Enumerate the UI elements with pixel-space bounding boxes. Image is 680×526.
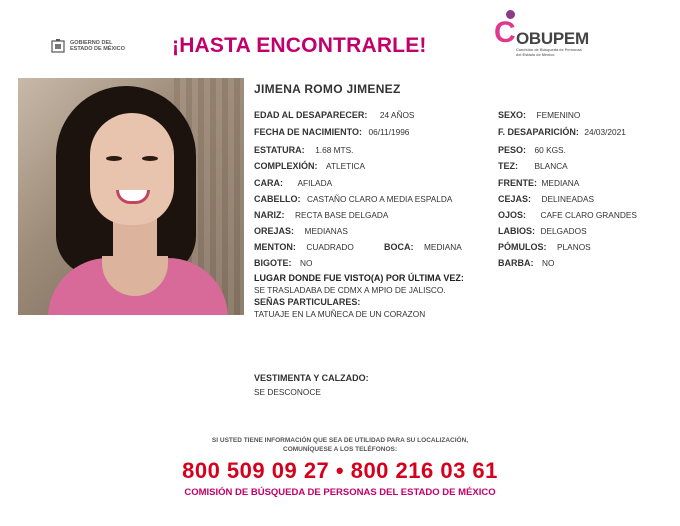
footer-note-2: COMUNÍQUESE A LOS TELÉFONOS: [283, 446, 397, 453]
lips-label: LABIOS: [498, 226, 535, 236]
chin-value: CUADRADO [306, 242, 354, 252]
skin-row [498, 161, 568, 171]
skin-label: TEZ: [498, 161, 518, 171]
phone-numbers[interactable]: 800 509 09 27 • 800 216 03 61 [182, 458, 498, 483]
mustache-label: BIGOTE: [254, 258, 292, 268]
face-value: AFILADA [297, 178, 333, 188]
forehead-label: FRENTE: [498, 178, 537, 188]
cheek-row [498, 242, 591, 252]
person-photo [18, 78, 244, 315]
cheek-label: PÓMULOS: [498, 242, 547, 252]
logo-subtitle-1: Comisión de Búsqueda de Personas [516, 48, 582, 52]
forehead-row [498, 178, 579, 188]
face-label: CARA: [254, 178, 283, 188]
logo-subtitle-2: del Estado de México [516, 53, 555, 57]
height-value: 1.68 MTS. [315, 145, 354, 155]
nose-value: RECTA BASE DELGADA [295, 210, 389, 220]
chin-row [254, 242, 354, 252]
chin-label: MENTON: [254, 242, 296, 252]
person-name: JIMENA ROMO JIMENEZ [254, 82, 401, 96]
height-label: ESTATURA: [254, 145, 305, 155]
mustache-row [254, 258, 312, 268]
forehead-value: MEDIANA [541, 178, 580, 188]
disappearance-label: F. DESAPARICIÓN: [498, 127, 579, 137]
beard-label: BARBA: [498, 258, 534, 268]
eyes-label: OJOS: [498, 210, 527, 220]
dob-value: 06/11/1996 [368, 127, 410, 137]
hair-label: CABELLO: [254, 194, 301, 204]
build-row [254, 161, 365, 171]
ears-value: MEDIANAS [304, 226, 348, 236]
marks-label: SEÑAS PARTICULARES: [254, 297, 361, 307]
logo-wordmark: OBUPEM [516, 29, 589, 48]
mouth-row [384, 242, 462, 252]
logo-c: C [494, 16, 516, 49]
last-seen-label: LUGAR DONDE FUE VISTO(A) POR ÚLTIMA VEZ: [254, 273, 464, 283]
weight-value: 60 KGS. [534, 145, 566, 155]
eyes-value: CAFE CLARO GRANDES [540, 210, 637, 220]
commission-name: COMISIÓN DE BÚSQUEDA DE PERSONAS DEL ESTADO DE MÉXICO [184, 487, 496, 498]
mouth-value: MEDIANA [424, 242, 462, 252]
brows-row [498, 194, 594, 204]
build-label: COMPLEXIÓN: [254, 161, 318, 171]
marks-value: TATUAJE EN LA MUÑECA DE UN CORAZON [254, 309, 426, 319]
height-row [254, 145, 353, 155]
age-value: 24 AÑOS [379, 110, 415, 120]
face-row [254, 178, 332, 188]
cheek-value: PLANOS [557, 242, 591, 252]
weight-row [498, 145, 566, 155]
beard-value: NO [542, 258, 555, 268]
hair-value: CASTAÑO CLARO A MEDIA ESPALDA [307, 194, 453, 204]
skin-value: BLANCA [534, 161, 568, 171]
sex-value: FEMENINO [536, 110, 581, 120]
footer-note-1: SI USTED TIENE INFORMACIÓN QUE SEA DE UTILIDAD PARA SU LOCALIZACIÓN, [211, 437, 469, 444]
last-seen-value: SE TRASLADABA DE CDMX A MPIO DE JALISCO. [254, 285, 446, 295]
nose-label: NARIZ: [254, 210, 285, 220]
ears-label: OREJAS: [254, 226, 295, 236]
age-row [254, 110, 414, 120]
sex-row [498, 110, 580, 120]
dob-row [254, 127, 409, 137]
lips-row [498, 226, 587, 236]
ears-row [254, 226, 348, 236]
weight-label: PESO: [498, 145, 527, 155]
cobupem-logo [494, 10, 619, 64]
page-title: ¡HASTA ENCONTRARLE! [172, 34, 427, 57]
lips-value: DELGADOS [540, 226, 587, 236]
mouth-label: BOCA: [384, 242, 414, 252]
state-emblem-icon [50, 38, 66, 54]
beard-row [498, 258, 554, 268]
disappearance-value: 24/03/2021 [584, 127, 626, 137]
disappearance-row [498, 127, 626, 137]
gov-line-2: ESTADO DE MÉXICO [70, 46, 125, 52]
build-value: ATLETICA [326, 161, 366, 171]
gov-logo [50, 38, 125, 54]
clothing-label: VESTIMENTA Y CALZADO: [254, 373, 369, 383]
nose-row [254, 210, 388, 220]
eyes-row [498, 210, 637, 220]
mustache-value: NO [300, 258, 313, 268]
clothing-value: SE DESCONOCE [254, 387, 321, 397]
dob-label: FECHA DE NACIMIENTO: [254, 127, 362, 137]
age-label: EDAD AL DESAPARECER: [254, 110, 368, 120]
brows-value: DELINEADAS [541, 194, 595, 204]
hair-row [254, 194, 452, 204]
gov-line-1: GOBIERNO DEL [70, 40, 113, 46]
brows-label: CEJAS: [498, 194, 532, 204]
sex-label: SEXO: [498, 110, 527, 120]
